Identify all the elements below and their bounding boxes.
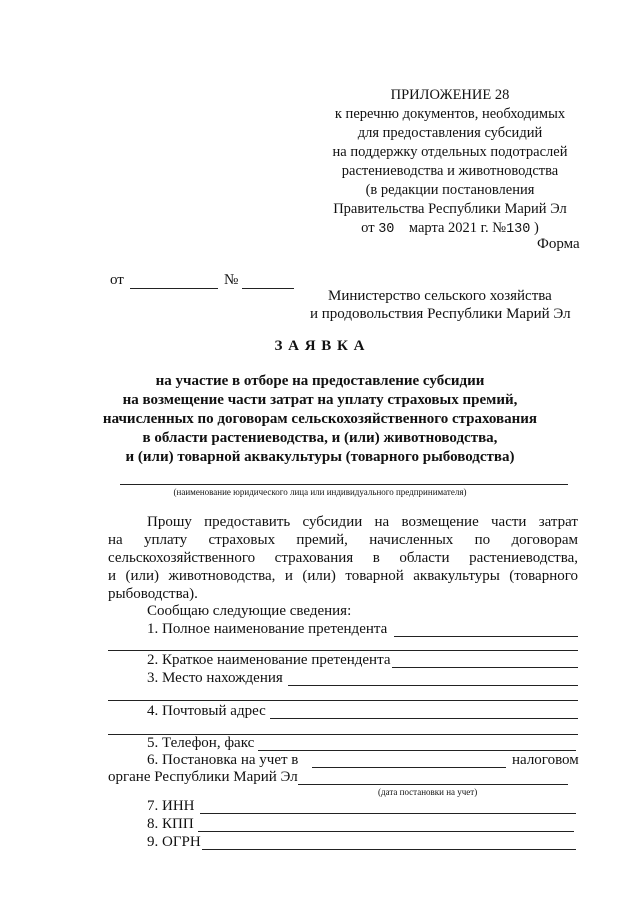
field-7-input[interactable] bbox=[200, 813, 576, 814]
field-6-date-input[interactable] bbox=[298, 784, 568, 785]
field-2-label: 2. Краткое наименование претендента bbox=[147, 652, 391, 668]
field-6-label: 6. Постановка на учет в bbox=[147, 752, 299, 768]
recipient-line-2: и продовольствия Республики Марий Эл bbox=[310, 306, 571, 322]
number-field[interactable] bbox=[242, 288, 294, 289]
appendix-date-number: 130 bbox=[506, 222, 531, 237]
document-subtitle bbox=[0, 372, 640, 467]
from-label: от bbox=[110, 272, 124, 288]
document-title: З А Я В К А bbox=[274, 338, 366, 354]
from-date-field[interactable] bbox=[130, 288, 218, 289]
field-3-input-line-2[interactable] bbox=[108, 700, 578, 701]
request-line-4: и (или) животноводства, и (или) товарной аквакультуры (товарного bbox=[108, 568, 578, 584]
appendix-title: ПРИЛОЖЕНИЕ 28 bbox=[390, 87, 510, 103]
field-9-label: 9. ОГРН bbox=[147, 834, 201, 850]
subtitle-line: начисленных по договорам сельскохозяйственного страхования bbox=[102, 411, 538, 427]
field-6-label-line-2: органе Республики Марий Эл bbox=[108, 769, 298, 785]
request-line-2: на уплату страховых премий, начисленных по договорам bbox=[108, 532, 578, 548]
appendix-date-text: марта 2021 г. № bbox=[408, 220, 507, 236]
request-line-3: сельскохозяйственного страхования в области растениеводства, bbox=[108, 550, 578, 566]
field-5-label: 5. Телефон, факс bbox=[147, 735, 255, 751]
field-3-label: 3. Место нахождения bbox=[147, 670, 283, 686]
info-intro: Сообщаю следующие сведения: bbox=[147, 603, 352, 619]
subtitle-line: в области растениеводства, и (или) животноводства, bbox=[142, 430, 498, 446]
recipient-line-1: Министерство сельского хозяйства bbox=[328, 288, 552, 304]
field-8-input[interactable] bbox=[198, 831, 574, 832]
field-7-label: 7. ИНН bbox=[147, 798, 195, 814]
appendix-date-day: 30 bbox=[378, 222, 395, 237]
applicant-name-field[interactable] bbox=[120, 484, 568, 485]
appendix-line: Правительства Республики Марий Эл bbox=[333, 201, 567, 217]
appendix-line: (в редакции постановления bbox=[365, 182, 535, 198]
field-6-tax-authority-input[interactable] bbox=[312, 767, 506, 768]
appendix-line: к перечню документов, необходимых bbox=[334, 106, 566, 122]
field-1-input[interactable] bbox=[394, 636, 578, 637]
field-6-caption: (дата постановки на учет) bbox=[378, 787, 478, 797]
subtitle-line: и (или) товарной аквакультуры (товарного рыбоводства) bbox=[125, 449, 515, 465]
subtitle-line: на участие в отборе на предоставление субсидии bbox=[155, 373, 485, 389]
request-line-5: рыбоводства). bbox=[108, 586, 198, 602]
field-3-input[interactable] bbox=[288, 685, 578, 686]
appendix-line: растениеводства и животноводства bbox=[341, 163, 559, 179]
field-5-input[interactable] bbox=[258, 750, 576, 751]
appendix-line: для предоставления субсидий bbox=[357, 125, 543, 141]
field-9-input[interactable] bbox=[202, 849, 576, 850]
appendix-date-suffix: ) bbox=[534, 220, 539, 236]
appendix-block bbox=[300, 86, 600, 239]
subtitle-line: на возмещение части затрат на уплату страховых премий, bbox=[122, 392, 518, 408]
number-label: № bbox=[224, 272, 239, 288]
applicant-caption: (наименование юридического лица или индивидуального предпринимателя) bbox=[173, 487, 467, 497]
form-label: Форма bbox=[537, 236, 580, 252]
appendix-date-prefix: от bbox=[361, 220, 375, 236]
appendix-line: на поддержку отдельных подотраслей bbox=[332, 144, 568, 160]
field-1-input-line-2[interactable] bbox=[108, 650, 578, 651]
field-4-label: 4. Почтовый адрес bbox=[147, 703, 266, 719]
field-6-label-end: налоговом bbox=[512, 752, 579, 768]
field-8-label: 8. КПП bbox=[147, 816, 194, 832]
request-line-1: Прошу предоставить субсидии на возмещение части затрат bbox=[147, 514, 578, 530]
field-4-input[interactable] bbox=[270, 718, 578, 719]
field-1-label: 1. Полное наименование претендента bbox=[147, 621, 388, 637]
field-2-input[interactable] bbox=[392, 667, 578, 668]
